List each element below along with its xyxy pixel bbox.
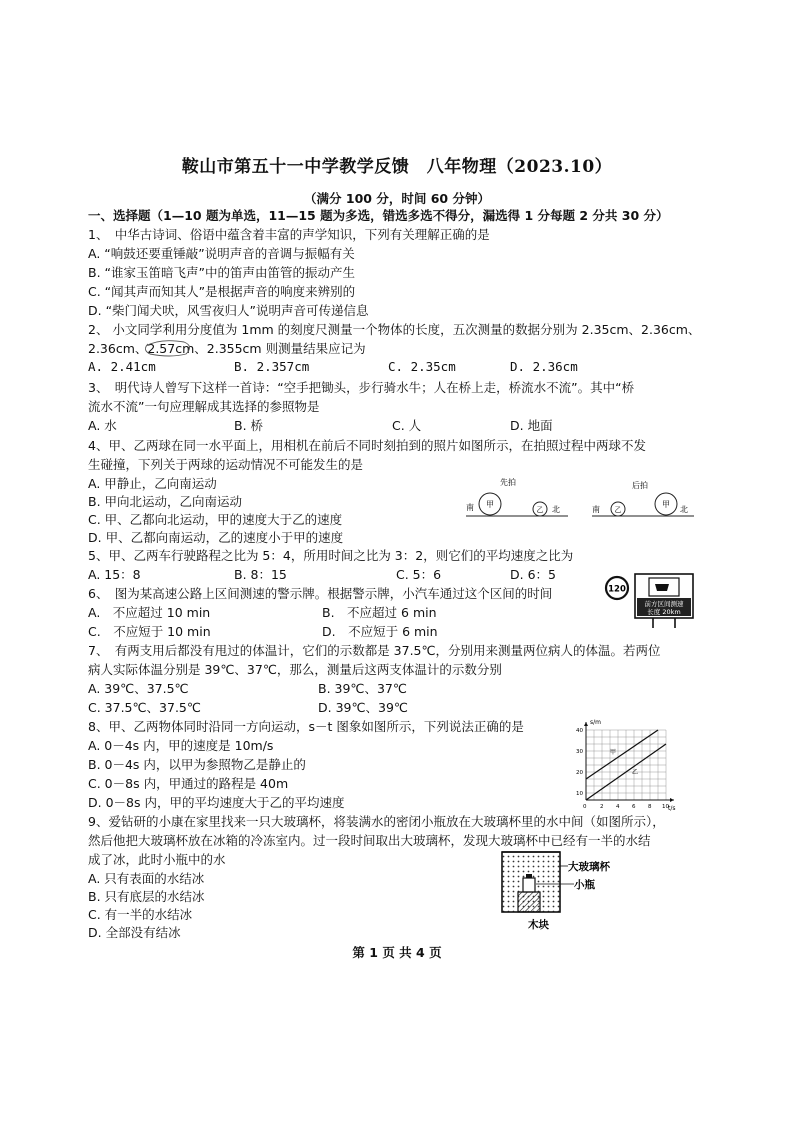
north-label: 北 (680, 505, 688, 514)
q6-speed-sign (603, 572, 703, 630)
q4-option-c: C. 甲、乙都向北运动，甲的速度大于乙的速度 (88, 512, 343, 527)
north-label: 北 (552, 505, 560, 514)
q7-option-a: A. 39℃、37.5℃ (88, 681, 189, 696)
label-jia: 甲 (610, 749, 617, 756)
q5-option-b: B. 8：15 (234, 567, 287, 582)
q3-stem-line1: 3、 明代诗人曾写下这样一首诗：“空手把锄头，步行骑水牛；人在桥上走，桥流水不流”。其中“桥 (88, 380, 635, 395)
cup-label: 大玻璃杯 (568, 861, 610, 873)
q3-option-c: C. 人 (392, 418, 422, 433)
q9-stem-line1: 9、爱钻研的小康在家里找来一只大玻璃杯，将装满水的密闭小瓶放在大玻璃杯里的水中间（如图所示）， (88, 814, 665, 829)
ball-yi: 乙 (614, 506, 622, 514)
speed-limit-value: 120 (608, 584, 626, 595)
q6-option-c: C. 不应短于 10 min (88, 624, 211, 639)
q8-option-a: A. 0－4s 内，甲的速度是 10m/s (88, 738, 274, 753)
q9-stem-line3: 成了冰，此时小瓶中的水 (88, 852, 226, 867)
q8-stem: 8、甲、乙两物体同时沿同一方向运动，s－t 图象如图所示，下列说法正确的是 (88, 719, 524, 734)
q1-option-c: C. “闻其声而知其人”是根据声音的响度来辨别的 (88, 284, 356, 299)
q9-option-c: C. 有一半的水结冰 (88, 907, 193, 922)
q4-option-b: B. 甲向北运动，乙向南运动 (88, 494, 243, 509)
exam-info: （满分 100 分，时间 60 分钟） (304, 191, 490, 206)
y-axis-label: s/m (590, 719, 601, 726)
pen-mark-circle (140, 336, 196, 360)
ball-jia: 甲 (486, 500, 494, 509)
q8-option-d: D. 0－8s 内，甲的平均速度大于乙的平均速度 (88, 795, 345, 810)
q3-option-b: B. 桥 (234, 418, 264, 433)
y-tick: 40 (576, 728, 583, 734)
q5-option-d: D. 6：5 (510, 567, 556, 582)
q7-stem-line2: 病人实际体温分别是 39℃、37℃，那么，测量后这两支体温计的示数分别 (88, 662, 502, 677)
q9-cup-figure (496, 844, 626, 932)
q6-option-d: D. 不应短于 6 min (322, 624, 438, 639)
q1-option-a: A. “响鼓还要重锤敲”说明声音的音调与振幅有关 (88, 246, 355, 261)
y-tick: 30 (576, 749, 583, 755)
x-tick: 0 (583, 804, 587, 810)
x-tick: 8 (648, 804, 652, 810)
small-bottle (523, 878, 535, 892)
label-yi: 乙 (632, 769, 639, 776)
q4-stem-line1: 4、甲、乙两球在同一水平面上，用相机在前后不同时刻拍到的照片如图所示，在拍照过程中两球不发 (88, 438, 646, 453)
x-tick: 4 (616, 804, 620, 810)
x-tick: 2 (600, 804, 604, 810)
q3-stem-line2: 流水不流”一句应理解成其选择的参照物是 (88, 399, 320, 414)
q7-option-c: C. 37.5℃、37.5℃ (88, 700, 201, 715)
later-photo (592, 480, 694, 516)
first-photo-label: 先拍 (500, 478, 516, 487)
sign-text-line2: 长度 20km (647, 608, 681, 616)
q2-option-c: C. 2.35cm (388, 359, 456, 374)
sign-text-line1: 前方区间测速 (644, 600, 684, 608)
page-number: 第 1 页 共 4 页 (352, 945, 442, 960)
bottle-label: 小瓶 (574, 879, 595, 891)
q6-option-b: B. 不应超过 6 min (322, 605, 437, 620)
q4-photo-figure (458, 476, 698, 524)
q4-option-d: D. 甲、乙都向南运动，乙的速度小于甲的速度 (88, 530, 344, 545)
q3-option-a: A. 水 (88, 418, 117, 433)
line-jia (586, 730, 658, 779)
q3-option-d: D. 地面 (510, 418, 553, 433)
wood-block (518, 892, 540, 912)
q6-stem: 6、 图为某高速公路上区间测速的警示牌。根据警示牌，小汽车通过这个区间的时间 (88, 586, 553, 601)
q2-stem-line1: 2、 小文同学利用分度值为 1mm 的刻度尺测量一个物体的长度，五次测量的数据分别为 2.35cm、2.36cm、 (88, 322, 701, 337)
ball-jia: 甲 (662, 500, 670, 509)
first-photo (466, 477, 568, 516)
q2-stem-line2: 2.36cm、2.57cm、2.355cm 则测量结果应记为 (88, 341, 366, 356)
q8-option-c: C. 0－8s 内，甲通过的路程是 40m (88, 776, 289, 791)
q2-option-d: D. 2.36cm (510, 359, 578, 374)
q5-option-c: C. 5：6 (396, 567, 442, 582)
q8-st-graph (576, 716, 686, 812)
x-axis-label: t/s (668, 805, 676, 812)
page-title: 鞍山市第五十一中学教学反馈 八年物理（2023.10） (181, 157, 613, 177)
q4-stem-line2: 生碰撞，下列关于两球的运动情况不可能发生的是 (88, 457, 364, 472)
section-heading: 一、选择题（1—10 题为单选，11—15 题为多选，错选多选不得分，漏选得 1 分每题 2 分共 30 分） (88, 208, 669, 223)
q5-stem: 5、甲、乙两车行驶路程之比为 5：4，所用时间之比为 3：2，则它们的平均速度之比为 (88, 548, 574, 563)
q9-option-b: B. 只有底层的水结冰 (88, 889, 205, 904)
q7-option-d: D. 39℃、39℃ (318, 700, 408, 715)
south-label: 南 (592, 505, 600, 514)
q6-option-a: A. 不应超过 10 min (88, 605, 211, 620)
q7-option-b: B. 39℃、37℃ (318, 681, 407, 696)
ball-yi: 乙 (536, 506, 544, 514)
q5-option-a: A. 15：8 (88, 567, 141, 582)
q1-option-d: D. “柴门闻犬吠，风雪夜归人”说明声音可传递信息 (88, 303, 369, 318)
q9-stem-line2: 然后他把大玻璃杯放在冰箱的冷冻室内。过一段时间取出大玻璃杯，发现大玻璃杯中已经有一半的水结 (88, 833, 651, 848)
y-tick: 10 (576, 791, 583, 797)
block-label: 木块 (528, 919, 549, 931)
q2-option-b: B. 2.357cm (234, 359, 310, 374)
south-label: 南 (466, 503, 474, 512)
q7-stem-line1: 7、 有两支用后都没有甩过的体温计，它们的示数都是 37.5℃，分别用来测量两位病人的体温。若两位 (88, 643, 661, 658)
q4-option-a: A. 甲静止，乙向南运动 (88, 476, 217, 491)
x-tick: 6 (632, 804, 636, 810)
later-photo-label: 后拍 (632, 481, 648, 490)
q8-option-b: B. 0－4s 内，以甲为参照物乙是静止的 (88, 757, 306, 772)
x-tick: 10 (662, 804, 669, 810)
q2-option-a: A. 2.41cm (88, 359, 156, 374)
y-tick: 20 (576, 770, 583, 776)
q1-option-b: B. “谁家玉笛暗飞声”中的笛声由笛管的振动产生 (88, 265, 355, 280)
q9-option-a: A. 只有表面的水结冰 (88, 871, 205, 886)
q1-stem: 1、 中华古诗词、俗语中蕴含着丰富的声学知识，下列有关理解正确的是 (88, 227, 490, 242)
q9-option-d: D. 全部没有结冰 (88, 925, 181, 940)
